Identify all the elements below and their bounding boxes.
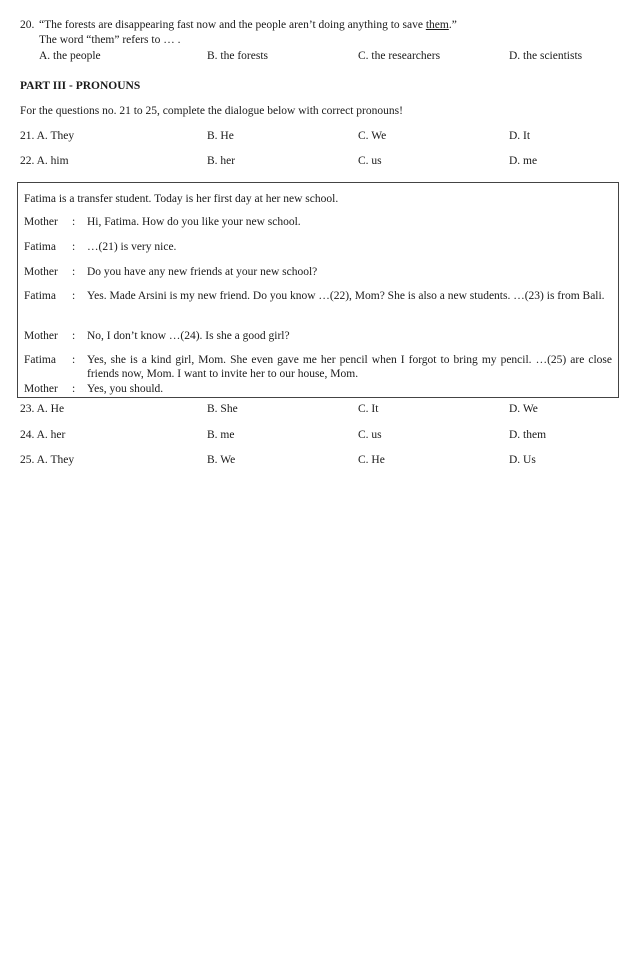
- q21-option-b: B. He: [207, 130, 234, 142]
- q20-option-b: B. the forests: [207, 50, 269, 62]
- part3-instruction: For the questions no. 21 to 25, complete the dialogue below with correct pronouns!: [20, 105, 403, 117]
- dialogue-speaker: Fatima: [24, 354, 56, 366]
- q21-option-c: C. We: [358, 130, 387, 142]
- q22-option-a: 22. A. him: [20, 155, 69, 167]
- q24-option-c: C. us: [358, 429, 382, 441]
- q23-option-d: D. We: [509, 403, 538, 415]
- q20-stem-underlined: them: [425, 19, 449, 31]
- dialogue-speaker: Mother: [24, 266, 58, 278]
- dialogue-box: [17, 182, 619, 398]
- q22-option-b: B. her: [207, 155, 236, 167]
- q23-option-c: C. It: [358, 403, 379, 415]
- q20-option-d: D. the scientists: [509, 50, 583, 62]
- dialogue-colon: :: [72, 290, 76, 302]
- dialogue-text: Hi, Fatima. How do you like your new school.: [87, 216, 301, 228]
- q24-option-b: B. me: [207, 429, 235, 441]
- q23-option-a: 23. A. He: [20, 403, 65, 415]
- dialogue-intro: Fatima is a transfer student. Today is her first day at her new school.: [24, 193, 339, 205]
- q20-stem-after: .”: [448, 19, 457, 31]
- dialogue-colon: :: [72, 216, 76, 228]
- dialogue-colon: :: [72, 354, 76, 366]
- dialogue-colon: :: [72, 330, 76, 342]
- q23-option-b: B. She: [207, 403, 238, 415]
- q25-option-c: C. He: [358, 454, 385, 466]
- dialogue-colon: :: [72, 383, 76, 395]
- dialogue-speaker: Fatima: [24, 241, 56, 253]
- q20-option-c: C. the researchers: [358, 50, 441, 62]
- q24-option-d: D. them: [509, 429, 547, 441]
- q21-option-a: 21. A. They: [20, 130, 75, 142]
- q22-option-c: C. us: [358, 155, 382, 167]
- q20-sub: The word “them” refers to … .: [39, 34, 181, 46]
- dialogue-speaker: Mother: [24, 330, 58, 342]
- dialogue-text: Do you have any new friends at your new school?: [87, 266, 318, 278]
- q20-stem: [39, 18, 457, 32]
- dialogue-text: Yes, she is a kind girl, Mom. She even gave me her pencil when I forgot to bring my pencil. …(25) are close friends now, Mom. I want to invite her to our house, Mom.: [87, 354, 612, 380]
- q20-option-a: A. the people: [39, 50, 101, 62]
- dialogue-colon: :: [72, 241, 76, 253]
- dialogue-text: …(21) is very nice.: [87, 241, 177, 253]
- dialogue-text: Yes, you should.: [87, 383, 164, 395]
- dialogue-text: No, I don’t know …(24). Is she a good girl?: [87, 330, 290, 342]
- q22-option-d: D. me: [509, 155, 538, 167]
- q25-option-d: D. Us: [509, 454, 536, 466]
- dialogue-speaker: Fatima: [24, 290, 56, 302]
- dialogue-speaker: Mother: [24, 216, 58, 228]
- part3-heading: PART III - PRONOUNS: [20, 80, 141, 92]
- dialogue-speaker: Mother: [24, 383, 58, 395]
- q25-option-b: B. We: [207, 454, 236, 466]
- dialogue-colon: :: [72, 266, 76, 278]
- q24-option-a: 24. A. her: [20, 429, 66, 441]
- q21-option-d: D. It: [509, 130, 531, 142]
- q25-option-a: 25. A. They: [20, 454, 75, 466]
- q20-stem-before: “The forests are disappearing fast now and the people aren’t doing anything to save: [39, 19, 426, 31]
- q20-number: 20.: [20, 19, 35, 31]
- dialogue-text: Yes. Made Arsini is my new friend. Do you know …(22), Mom? She is also a new students. …(23) is from Bali.: [87, 290, 605, 302]
